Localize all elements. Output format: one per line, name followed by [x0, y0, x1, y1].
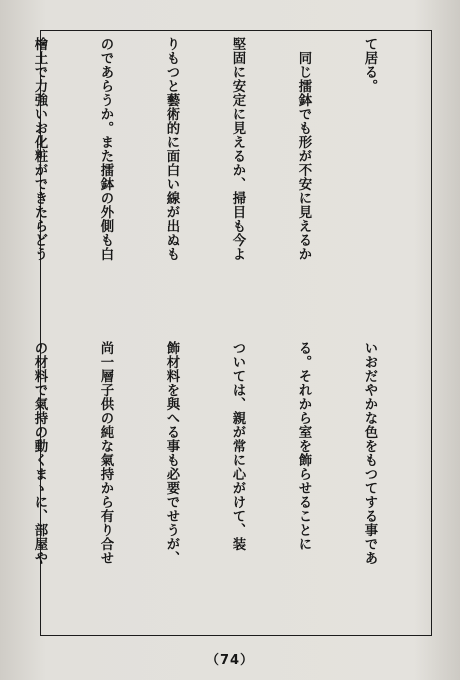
- bottom-text-block: [32, 341, 425, 629]
- text-column: いおだやかな色をもつてする事であ: [362, 341, 378, 565]
- bottom-half: [32, 341, 425, 629]
- top-half: [32, 37, 425, 331]
- text-column: 飾材料を與へる事も必要でせうが、: [164, 341, 180, 565]
- text-column: のであらうか。また擂鉢の外側も白: [98, 37, 114, 261]
- text-column: て居る。: [362, 37, 378, 93]
- text-column: の材料で氣持の動くまゝに、部屋や: [32, 341, 48, 565]
- text-column: 尚一層子供の純な氣持から有り合せ: [98, 341, 114, 565]
- page-number: （74）: [205, 653, 255, 668]
- text-column: りもつと藝術的に面白い線が出ぬも: [164, 37, 180, 261]
- text-frame: [32, 30, 432, 636]
- text-column: 同じ擂鉢でも形が不安に見えるか: [296, 37, 312, 261]
- text-column: ついては、親が常に心がけて、装: [230, 341, 246, 551]
- text-column: 檜土で力強いお化粧ができたらどう: [32, 37, 48, 261]
- top-text-block: [32, 37, 425, 331]
- text-column: 堅固に安定に見えるか、掃目も今よ: [230, 37, 246, 261]
- text-column: る。それから室を飾らせることに: [296, 341, 312, 551]
